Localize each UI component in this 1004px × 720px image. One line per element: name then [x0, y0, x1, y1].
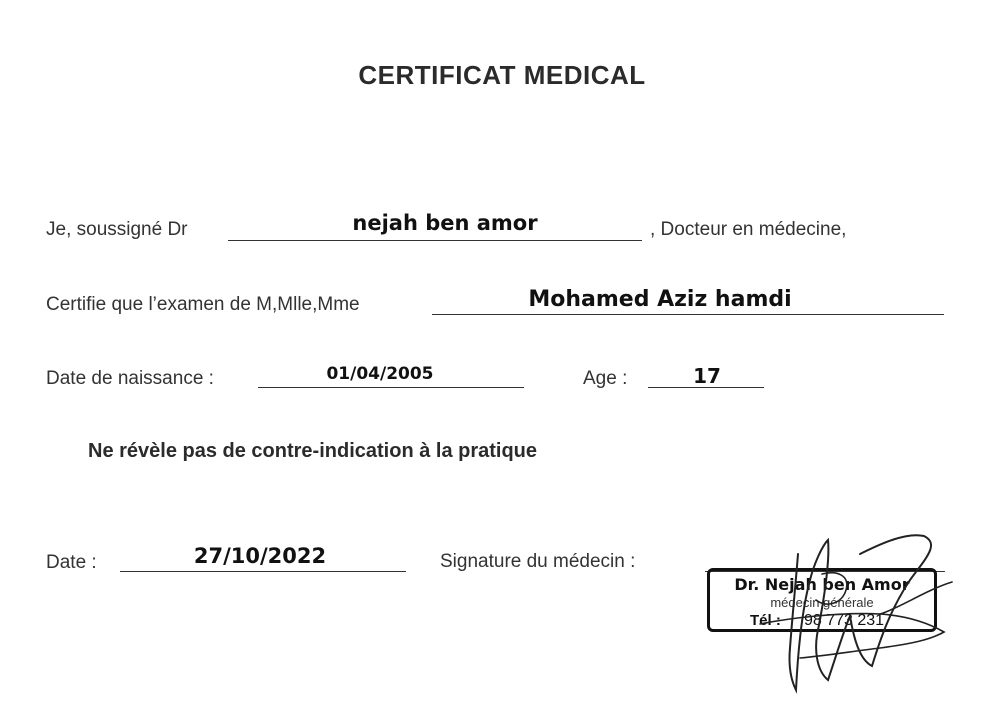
stamp-specialty: médecin générale [770, 595, 874, 610]
patient-label: Certifie que l’examen de M,Mlle,Mme [46, 294, 360, 315]
date-value: 27/10/2022 [193, 544, 327, 568]
medical-statement: Ne révèle pas de contre-indication à la pratique [88, 440, 538, 462]
doctor-label: Je, soussigné Dr [46, 219, 188, 240]
stamp-doctor-name: Dr. Nejah ben Amor [734, 575, 910, 594]
patient-name-value: Mohamed Aziz hamdi [528, 287, 792, 312]
age-value: 17 [693, 364, 721, 388]
birth-date-underline [258, 387, 524, 388]
patient-underline [432, 314, 944, 315]
birth-date-value: 01/04/2005 [326, 364, 434, 384]
handwritten-signature [730, 520, 960, 700]
doctor-name-value: nejah ben amor [352, 211, 538, 235]
birth-date-label: Date de naissance : [46, 368, 214, 389]
document-title: CERTIFICAT MEDICAL [358, 60, 646, 90]
stamp-phone-number: 98 773 231 [804, 612, 885, 629]
date-underline [120, 571, 406, 572]
age-label: Age : [583, 368, 628, 389]
stamp-tel-label: Tél : [750, 612, 781, 629]
date-label: Date : [46, 552, 97, 573]
signature-label: Signature du médecin : [440, 551, 636, 572]
doctor-underline [228, 240, 642, 241]
doctor-title-suffix: , Docteur en médecine, [650, 219, 847, 240]
